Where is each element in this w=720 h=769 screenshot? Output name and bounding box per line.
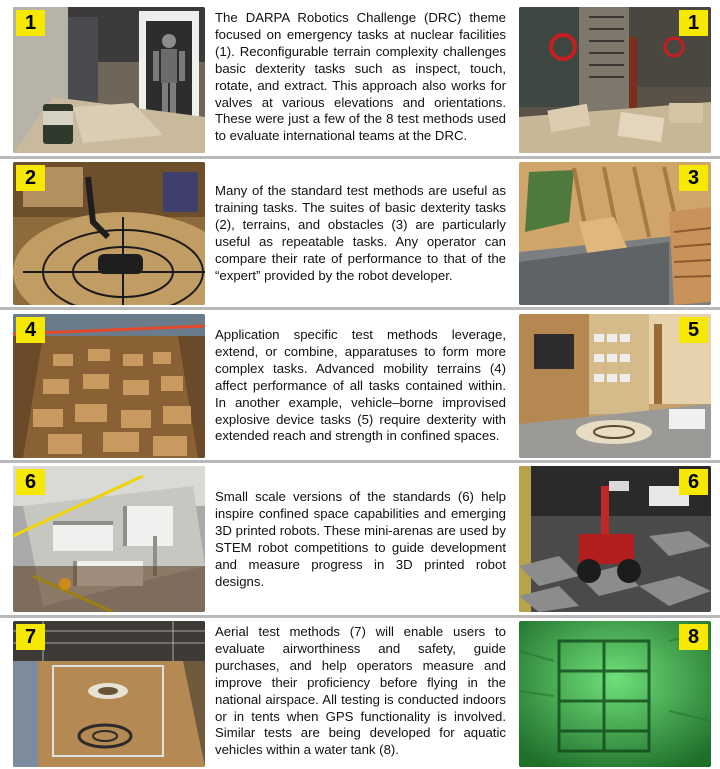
badge: 8 <box>679 624 708 650</box>
badge: 1 <box>16 10 45 36</box>
badge: 6 <box>679 469 708 495</box>
paragraph: Many of the standard test methods are useful as training tasks. The suites of basic dexterity tasks (2), terrains, and obstacles (3) are particularly useful as repeatable tasks. Any operator can compare their rate of performance to that of the “expert” provided by the robot developer. <box>215 183 506 283</box>
left-photo <box>13 466 205 612</box>
row-3 <box>0 310 720 460</box>
right-photo <box>519 314 711 458</box>
badge: 1 <box>679 10 708 36</box>
row-2 <box>0 159 720 307</box>
badge: 3 <box>679 165 708 191</box>
paragraph: Aerial test methods (7) will enable users to evaluate airworthiness and safety, guide purchases, and help operators measure and improve their proficiency before flying in the national airspace. All testing is conducted indoors or in tents when GPS functionality is involved. Similar tests are being developed for aquatic vehicles within a water tank (8). <box>215 624 506 758</box>
left-photo <box>13 7 205 153</box>
right-photo <box>519 621 711 767</box>
badge: 6 <box>16 469 45 495</box>
right-photo <box>519 7 711 153</box>
badge: 5 <box>679 317 708 343</box>
right-photo <box>519 162 711 305</box>
badge: 2 <box>16 165 45 191</box>
badge: 7 <box>16 624 45 650</box>
paragraph: Application specific test methods leverage, extend, or combine, apparatuses to form more complex tasks. Advanced mobility terrains (4) affect performance of all tasks contained within. In another example, vehicle–borne improvised explosive device tasks (5) require dexterity with extended reach and strength in confined spaces. <box>215 327 506 444</box>
left-photo <box>13 162 205 305</box>
paragraph: Small scale versions of the standards (6) help inspire confined space capabilities and emerging 3D printed robots. These mini-arenas are used by STEM robot competitions to guide development and measure progress in 3D printed robot designs. <box>215 489 506 589</box>
row-1 <box>0 0 720 156</box>
left-photo <box>13 621 205 767</box>
row-5 <box>0 618 720 769</box>
row-4 <box>0 463 720 615</box>
paragraph: The DARPA Robotics Challenge (DRC) theme focused on emergency tasks at nuclear facilities (1). Reconfigurable terrain complexity challenges basic dexterity tasks such as inspect, touch, rotate, and extract. This approach also works for valves at various elevations and orientations. These were just a few of the 8 test methods used to evaluate international teams at the DRC. <box>215 10 506 144</box>
badge: 4 <box>16 317 45 343</box>
right-photo <box>519 466 711 612</box>
left-photo <box>13 314 205 458</box>
